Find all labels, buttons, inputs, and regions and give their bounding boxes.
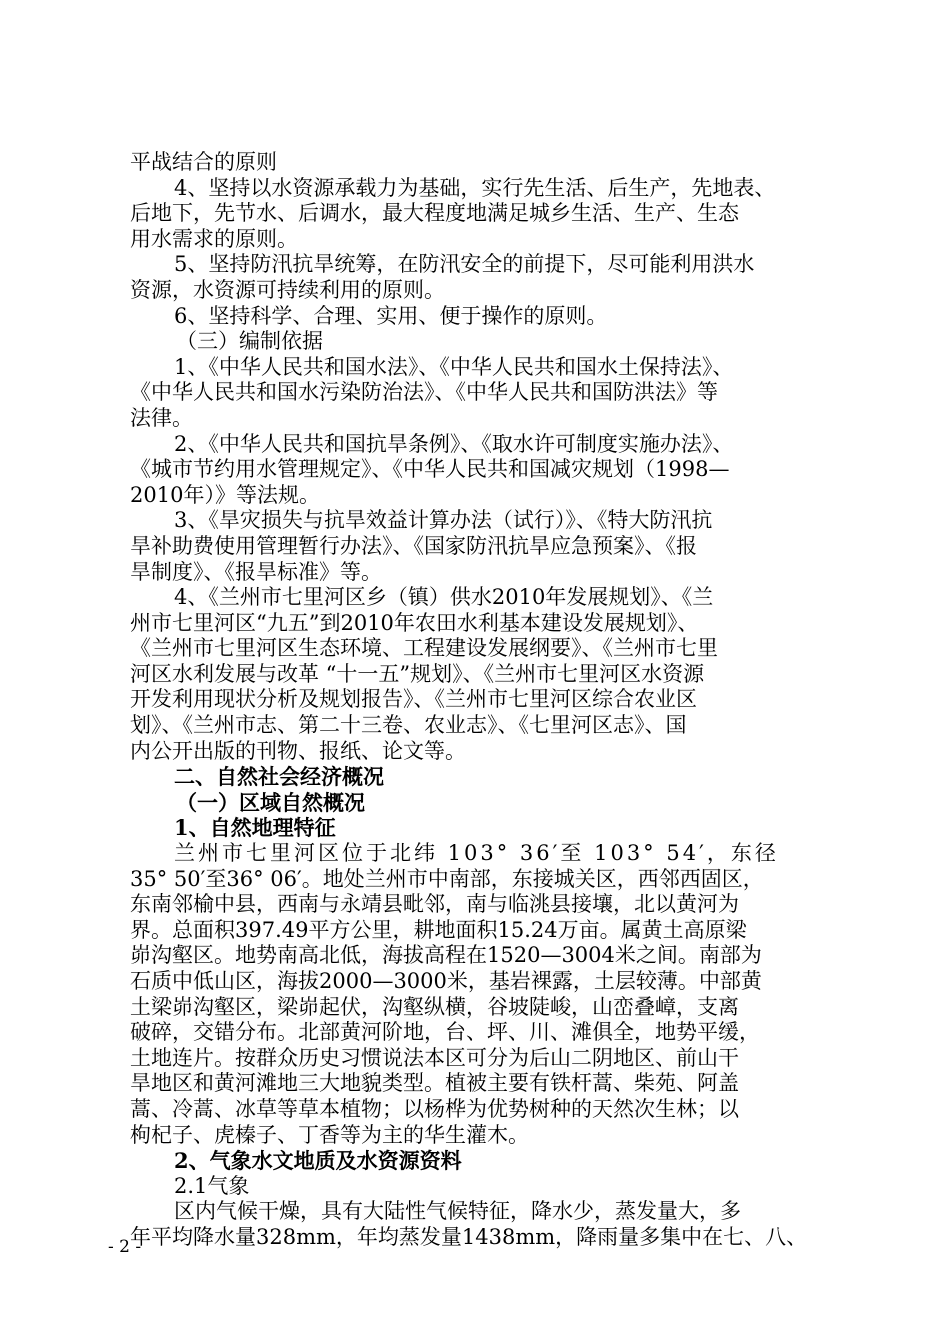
text-line: 1、《中华人民共和国水法》、《中华人民共和国水土保持法》、 bbox=[174, 354, 734, 379]
text-line: 2010年）》等法规。 bbox=[130, 482, 320, 507]
text-line: 2、《中华人民共和国抗旱条例》、《取水许可制度实施办法》、 bbox=[174, 431, 734, 456]
text-line: 旱制度》、《报旱标准》等。 bbox=[130, 559, 382, 584]
text-line: 土梁峁沟壑区，梁峁起伏，沟壑纵横，谷坡陡峻，山峦叠嶂，支离 bbox=[130, 994, 739, 1019]
text-line: 土地连片。按群众历史习惯说法本区可分为后山二阴地区、前山干 bbox=[130, 1045, 739, 1070]
text-line: 枸杞子、虎榛子、丁香等为主的华生灌木。 bbox=[130, 1122, 529, 1147]
text-line: 石质中低山区，海拔2000—3000米，基岩裸露，土层较薄。中部黄 bbox=[130, 969, 762, 993]
text-line: 旱补助费使用管理暂行办法》、《国家防汛抗旱应急预案》、《报 bbox=[130, 533, 697, 558]
text-line: 《城市节约用水管理规定》、《中华人民共和国减灾规划（1998— bbox=[130, 457, 730, 482]
text-line: 兰州市七里河区位于北纬 103° 36′至 103° 54′，东径 bbox=[174, 841, 779, 866]
text-line: 2.1气象 bbox=[174, 1173, 250, 1198]
text-line: 划》、《兰州市志、第二十三卷、农业志》、《七里河区志》、国 bbox=[130, 713, 687, 738]
text-line: 平战结合的原则 bbox=[130, 150, 277, 174]
section-heading: 1、自然地理特征 bbox=[174, 815, 336, 841]
text-line: 东南邻榆中县，西南与永靖县毗邻，南与临洮县接壤，北以黄河为 bbox=[130, 892, 739, 917]
text-line: 后地下，先节水、后调水，最大程度地满足城乡生活、生产、生态 bbox=[130, 201, 739, 226]
text-line: 35° 50′至36° 06′。地处兰州市中南部，东接城关区，西邻西固区， bbox=[130, 866, 764, 891]
section-heading: 二、自然社会经济概况 bbox=[174, 764, 384, 790]
text-line: 开发利用现状分析及规划报告》、《兰州市七里河区综合农业区 bbox=[130, 687, 697, 712]
section-heading: 2、气象水文地质及水资源资料 bbox=[174, 1148, 462, 1174]
document-body bbox=[130, 150, 842, 1251]
text-line: 用水需求的原则。 bbox=[130, 226, 298, 251]
text-line: 3、《旱灾损失与抗旱效益计算办法（试行）》、《特大防汛抗 bbox=[174, 508, 713, 533]
text-line: 6、坚持科学、合理、实用、便于操作的原则。 bbox=[174, 303, 608, 328]
text-line: 旱地区和黄河滩地三大地貌类型。植被主要有铁杆蒿、柴苑、阿盖 bbox=[130, 1071, 739, 1096]
text-line: 破碎，交错分布。北部黄河阶地，台、坪、川、滩俱全，地势平缓， bbox=[130, 1020, 760, 1045]
text-line: 《中华人民共和国水污染防治法》、《中华人民共和国防洪法》等 bbox=[130, 380, 718, 405]
text-line: 年平均降水量328mm，年均蒸发量1438mm，降雨量多集中在七、八、 bbox=[130, 1224, 808, 1249]
section-heading: （一）区域自然概况 bbox=[176, 789, 365, 815]
text-line: 内公开出版的刊物、报纸、论文等。 bbox=[130, 738, 466, 763]
text-line: 区内气候干燥，具有大陆性气候特征，降水少，蒸发量大，多 bbox=[174, 1199, 741, 1224]
page-number: - 2 - bbox=[108, 1237, 142, 1257]
text-line: 州市七里河区“九五”到2010年农田水利基本建设发展规划》、 bbox=[130, 610, 699, 635]
text-line: 河区水利发展与改革 “十一五”规划》、《兰州市七里河区水资源 bbox=[130, 661, 705, 686]
text-line: 4、坚持以水资源承载力为基础，实行先生活、后生产，先地表、 bbox=[174, 175, 776, 200]
text-line: 5、坚持防汛抗旱统筹，在防汛安全的前提下，尽可能利用洪水 bbox=[174, 252, 755, 277]
text-line: 4、《兰州市七里河区乡（镇）供水2010年发展规划》、《兰 bbox=[174, 585, 714, 610]
text-line: 界。总面积397.49平方公里，耕地面积15.24万亩。属黄土高原梁 bbox=[130, 917, 747, 942]
text-line: 资源，水资源可持续利用的原则。 bbox=[130, 277, 445, 302]
text-line: 蒿、冷蒿、冰草等草本植物；以杨桦为优势树种的天然次生林；以 bbox=[130, 1096, 739, 1121]
text-line: 法律。 bbox=[130, 405, 193, 430]
text-line: （三）编制依据 bbox=[176, 329, 323, 354]
text-line: 《兰州市七里河区生态环境、工程建设发展纲要》、《兰州市七里 bbox=[130, 636, 718, 661]
text-line: 峁沟壑区。地势南高北低，海拔高程在1520—3004米之间。南部为 bbox=[130, 943, 762, 968]
